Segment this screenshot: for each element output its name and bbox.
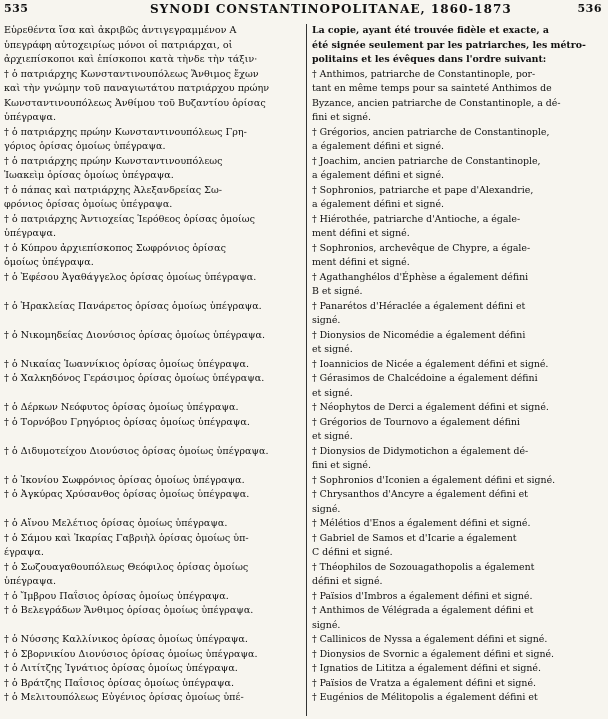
text-line: † Dionysios de Nicomédie a également défini	[312, 329, 526, 341]
text-line: † ὁ Νικαίας Ἰωαννίκιος ὁρίσας ὁμοίως ὑπέγραψα.	[4, 358, 250, 370]
text-line: † Grégorios, ancien patriarche de Constantinople,	[312, 126, 550, 138]
text-line: † ὁ Νικομηδείας Διονύσιος ὁρίσας ὁμοίως ὑπέγραψα.	[4, 329, 266, 341]
text-line: † ὁ Αἴνου Μελέτιος ὁρίσας ὁμοίως ὑπέγραψα.	[4, 518, 228, 529]
text-line: † ὁ Ἐφέσου Ἀγαθάγγελος ὁρίσας ὁμοίως ὑπέγραψα.	[4, 271, 257, 283]
text-line: et signé.	[312, 344, 353, 355]
text-line: † Théophilos de Sozouagathopolis a également	[312, 561, 535, 573]
text-line	[4, 387, 300, 400]
text-line: † ὁ Διδυμοτείχου Διονύσιος ὁρίσας ὁμοίως ὑπέγραψα.	[4, 445, 269, 457]
text-line: † Eugénios de Mélitopolis a également défini et	[312, 692, 538, 703]
text-line: † Sophronios d'Iconien a également défini et signé.	[312, 474, 556, 486]
page-number-right: 536	[577, 2, 602, 15]
text-line: C défini et signé.	[312, 547, 393, 558]
text-line: καὶ τὴν γνώμην τοῦ παναγιωτάτου πατριάρχου πρώην	[4, 83, 270, 94]
text-line: tant en même temps pour sa sainteté Anthimos de	[312, 83, 552, 94]
text-line	[4, 459, 300, 472]
text-line: † ὁ Ἡρακλείας Πανάρετος ὁρίσας ὁμοίως ὑπέγραψα.	[4, 300, 262, 312]
text-line: έγραψα.	[4, 547, 44, 558]
text-line: † ὁ Ἰκονίου Σωφρόνιος ὁρίσας ὁμοίως ὑπέγραψα.	[4, 474, 245, 486]
text-line: politains et les évêques dans l'ordre suivant:	[312, 54, 547, 65]
text-line: ὑπέγραψα.	[4, 228, 57, 239]
text-line: † Anthimos de Vélégrada a également défini et	[312, 605, 534, 616]
text-line: † ὁ Κύπρου ἀρχιεπίσκοπος Σωφρόνιος ὁρίσας	[4, 242, 226, 254]
text-line: † ὁ Ἀγκύρας Χρύσανθος ὁρίσας ὁμοίως ὑπέγραψα.	[4, 489, 250, 500]
text-line: † ὁ πατριάρχης πρώην Κωνσταντινουπόλεως	[4, 155, 223, 167]
text-line: défini et signé.	[312, 576, 383, 587]
text-line: † ὁ Σβορνικίου Διονύσιος ὁρίσας ὁμοίως ὑπέγραψα.	[4, 648, 258, 660]
text-line: † ὁ Δέρκων Νεόφυτος ὁρίσας ὁμοίως ὑπέγραψα.	[4, 402, 239, 413]
text-line: † Chrysanthos d'Ancyre a également défini et	[312, 489, 528, 500]
text-line: † ὁ πάπας καὶ πατριάρχης Ἀλεξανδρείας Σω-	[4, 184, 223, 196]
column-divider	[306, 24, 307, 716]
text-line: † Grégorios de Tournovo a également défini	[312, 416, 520, 428]
text-line: † ὁ πατριάρχης Ἀντιοχείας Ἱερόθεος ὁρίσας ὁμοίως	[4, 213, 255, 225]
text-line: † Sophronios, patriarche et pape d'Alexandrie,	[312, 184, 534, 196]
text-line: † Païsios de Vratza a également défini et signé.	[312, 677, 537, 689]
text-line: a également défini et signé.	[312, 141, 444, 152]
text-line: † Panarétos d'Héraclée a également défini et	[312, 300, 526, 312]
text-line: B et signé.	[312, 286, 363, 297]
text-line: γόριος ὁρίσας ὁμοίως ὑπέγραψα.	[4, 141, 166, 152]
text-line: ἀρχιεπίσκοποι καὶ ἐπίσκοποι κατὰ τὴνδε τὴν τάξιν·	[4, 54, 258, 65]
text-line: signé.	[312, 619, 341, 631]
text-line: Ἰωακεὶμ ὁρίσας ὁμοίως ὑπέγραψα.	[4, 170, 174, 181]
text-line: et signé.	[312, 387, 353, 399]
text-line: signé.	[312, 503, 341, 515]
text-line: † Agathanghélos d'Éphèse a également défini	[312, 271, 529, 283]
text-line: † ὁ πατριάρχης Κωνσταντινουπόλεως Ἄνθιμος ἔχων	[4, 68, 259, 80]
text-line: ὁμοίως ὑπέγραψα.	[4, 257, 94, 268]
text-line: † ὁ Σάμου καὶ Ἰκαρίας Γαβριὴλ ὁρίσας ὁμοίως ὑπ-	[4, 532, 249, 544]
page-number-left: 535	[4, 2, 29, 15]
text-line: † Anthimos, patriarche de Constantinople, por-	[312, 68, 536, 80]
page-header	[0, 0, 608, 20]
text-line: † ὁ Ἴμβρου Παΐσιος ὁρίσας ὁμοίως ὑπέγραψα.	[4, 590, 229, 602]
text-line: ment défini et signé.	[312, 257, 410, 268]
text-line: † ὁ Σωζουαγαθουπόλεως Θεόφιλος ὁρίσας ὁμοίως	[4, 561, 249, 573]
text-line: † Gabriel de Samos et d'Icarie a également	[312, 532, 517, 544]
text-line	[4, 430, 300, 443]
text-line: † Joachim, ancien patriarche de Constantinople,	[312, 155, 541, 167]
text-line: ὑπεγράφη αὐτοχειρίως μόνοι οἱ πατριάρχαι, οἱ	[4, 39, 233, 51]
text-line	[4, 314, 300, 327]
text-line	[4, 343, 300, 356]
french-text-column	[312, 24, 604, 710]
text-line: Κωνσταντινουπόλεως Ἀνθίμου τοῦ Βυζαντίου ὁρίσας	[4, 97, 266, 109]
text-line: † ὁ Χαλκηδόνος Γεράσιμος ὁρίσας ὁμοίως ὑπέγραψα.	[4, 373, 265, 384]
text-line: a également défini et signé.	[312, 199, 444, 210]
text-line: a également défini et signé.	[312, 170, 444, 181]
text-line: ment défini et signé.	[312, 228, 410, 239]
text-line: † Ignatios de Lititza a également défini et signé.	[312, 663, 541, 674]
text-line: † ὁ Νύσσης Καλλίνικος ὁρίσας ὁμοίως ὑπέγραψα.	[4, 634, 248, 645]
text-line: † Callinicos de Nyssa a également défini et signé.	[312, 634, 548, 645]
text-line: † Sophronios, archevêque de Chypre, a égale-	[312, 242, 531, 254]
text-line: La copie, ayant été trouvée fidèle et exacte, a	[312, 25, 549, 36]
text-line: ὑπέγραψα.	[4, 576, 57, 587]
text-line: et signé.	[312, 431, 353, 442]
text-line: Εὑρεθέντα ἴσα καὶ ἀκριβῶς ἀντιγεγραμμένον A	[4, 25, 237, 36]
text-line: ὑπέγραψα.	[4, 112, 57, 123]
text-line	[4, 619, 300, 632]
text-line	[4, 285, 300, 298]
text-line: φρόνιος ὁρίσας ὁμοίως ὑπέγραψα.	[4, 199, 173, 210]
text-line: été signée seulement par les patriarches, les métro-	[312, 39, 586, 51]
greek-text-column	[4, 24, 300, 710]
text-line: † Païsios d'Imbros a également défini et signé.	[312, 590, 533, 602]
text-line: † Néophytos de Derci a également défini et signé.	[312, 402, 549, 413]
text-line: † ὁ Λιτίτζης Ἰγνάτιος ὁρίσας ὁμοίως ὑπέγραψα.	[4, 663, 238, 674]
text-line: † Mélétios d'Enos a également défini et signé.	[312, 518, 531, 529]
text-line: Byzance, ancien patriarche de Constantinople, a dé-	[312, 97, 561, 109]
text-line: † ὁ Μελιτουπόλεως Εὐγένιος ὁρίσας ὁμοίως ὑπέ-	[4, 692, 244, 703]
text-line: signé.	[312, 315, 341, 326]
text-line: † ὁ πατριάρχης πρώην Κωνσταντινουπόλεως Γρη-	[4, 126, 247, 138]
text-line: † ὁ Βράτζης Παΐσιος ὁρίσας ὁμοίως ὑπέγραψα.	[4, 677, 235, 689]
text-line: † ὁ Τορνόβου Γρηγόριος ὁρίσας ὁμοίως ὑπέγραψα.	[4, 416, 250, 428]
text-line: † Dionysios de Svornic a également défini et signé.	[312, 648, 555, 660]
text-line: fini et signé.	[312, 460, 371, 471]
text-line: fini et signé.	[312, 112, 371, 123]
text-line: † Ioannicios de Nicée a également défini et signé.	[312, 358, 549, 370]
text-line: † Gérasimos de Chalcédoine a également défini	[312, 373, 538, 384]
text-line	[4, 503, 300, 516]
text-line: † Hiérothée, patriarche d'Antioche, a égale-	[312, 213, 521, 225]
text-line: † ὁ Βελεγράδων Ἄνθιμος ὁρίσας ὁμοίως ὑπέγραψα.	[4, 605, 254, 616]
running-title: SYNODI CONSTANTINOPOLITANAE, 1860-1873	[150, 2, 512, 16]
text-line: † Dionysios de Didymotichon a également dé-	[312, 445, 529, 457]
